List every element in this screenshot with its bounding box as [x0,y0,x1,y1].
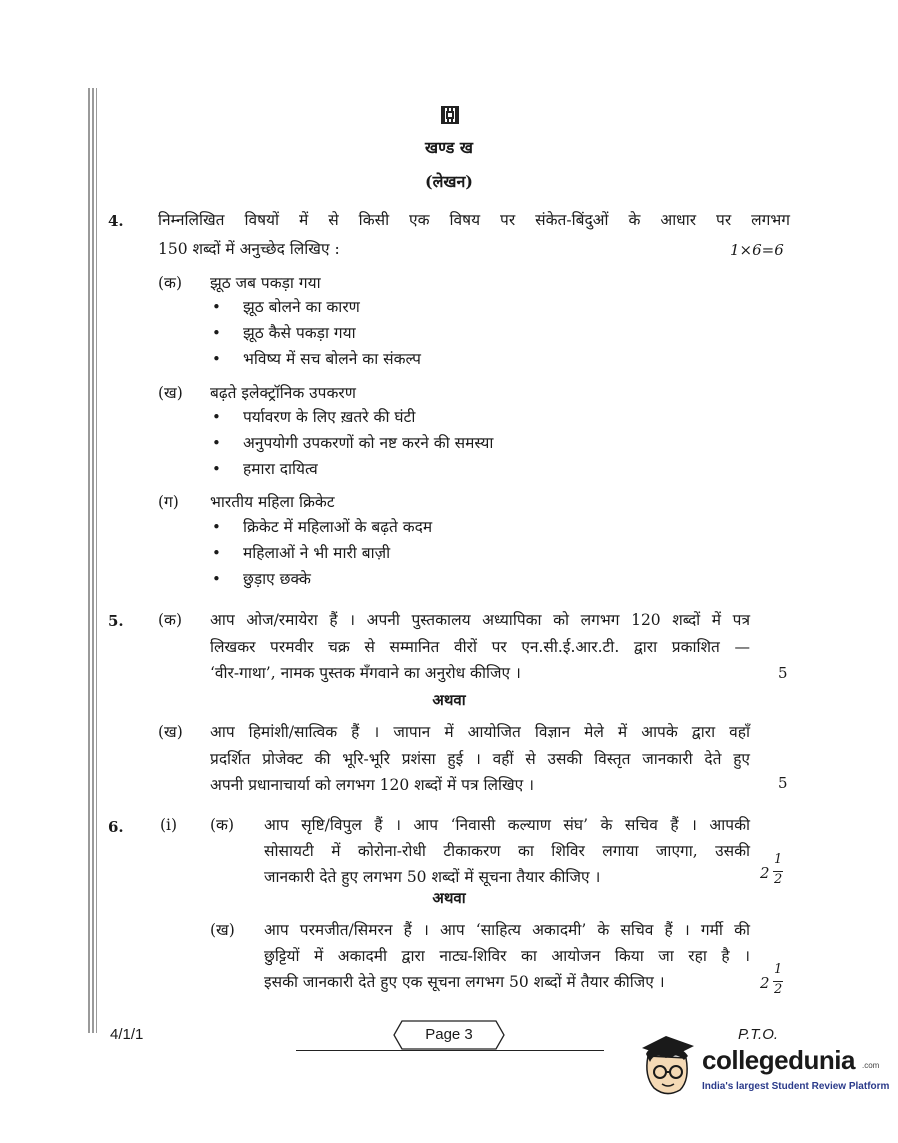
marks-numerator: 1 [774,962,783,977]
marks-denominator: 2 [774,982,783,997]
question-6a-line-1: आप सृष्टि/विपुल हैं । आप ‘निवासी कल्याण संघ’ के सचिव हैं । आपकी [264,816,750,834]
bullet-icon: • [212,324,221,342]
bullet-icon: • [212,544,221,562]
collegedunia-name: collegedunia [702,1045,855,1075]
question-6-or: अथवा [432,889,466,907]
question-5a-line-3: ‘वीर-गाथा’, नामक पुस्तक मँगवाने का अनुरोध कीजिए । [210,664,521,682]
marks-numerator: 1 [774,852,783,867]
marks-whole: 2 [760,974,770,992]
question-6a-line-2: सोसायटी में कोरोना-रोधी टीकाकरण का शिविर लगाया जाएगा, उसकी [264,842,750,860]
marks-whole: 2 [760,864,770,882]
question-6-number: 6. [108,818,124,836]
option-b-point-1: पर्यावरण के लिए ख़तरे की घंटी [243,408,416,426]
bullet-icon: • [212,350,221,368]
option-c-point-3: छुड़ाए छक्के [243,570,311,588]
question-5-or: अथवा [432,691,466,709]
question-6b-label: (ख) [210,921,235,939]
question-6b-line-3: इसकी जानकारी देते हुए एक सूचना लगभग 50 शब्दों में तैयार कीजिए । [264,973,665,991]
pto-label: P.T.O. [738,1026,779,1043]
question-6b-line-1: आप परमजीत/सिमरन हैं । आप ‘साहित्य अकादमी’ के सचिव हैं । गर्मी की [264,921,750,939]
question-6b-line-2: छुट्टियों में अकादमी द्वारा नाट्य-शिविर का आयोजन किया जा रहा है । [264,947,750,965]
question-4-marks: 1×6=6 [730,241,784,259]
option-c-title: भारतीय महिला क्रिकेट [210,493,335,511]
question-5b-line-1: आप हिमांशी/सात्विक हैं । जापान में आयोजित विज्ञान मेले में आपके द्वारा वहाँ [210,723,750,741]
question-6a-line-3: जानकारी देते हुए लगभग 50 शब्दों में सूचना तैयार कीजिए । [264,868,601,886]
bullet-icon: • [212,434,221,452]
option-a-point-2: झूठ कैसे पकड़ा गया [243,324,356,342]
option-a-point-3: भविष्य में सच बोलने का संकल्प [243,350,421,368]
bullet-icon: • [212,518,221,536]
option-c-point-2: महिलाओं ने भी मारी बाज़ी [243,544,391,562]
qr-code-icon [441,106,459,124]
footer-rule [296,1050,604,1051]
section-subtitle: (लेखन) [425,172,473,191]
question-4-number: 4. [108,212,124,230]
bullet-icon: • [212,460,221,478]
question-4-line-2: 150 शब्दों में अनुच्छेद लिखिए : [158,240,340,258]
option-b-point-2: अनुपयोगी उपकरणों को नष्ट करने की समस्या [243,434,494,452]
question-6-sub: (i) [160,816,178,834]
question-5b-line-3: अपनी प्रधानाचार्या को लगभग 120 शब्दों में पत्र लिखिए । [210,776,535,794]
bullet-icon: • [212,298,221,316]
bullet-icon: • [212,408,221,426]
option-b-label: (ख) [158,384,183,402]
paper-code: 4/1/1 [110,1026,144,1043]
question-5-number: 5. [108,612,124,630]
collegedunia-tagline: India's largest Student Review Platform [702,1081,890,1092]
question-4-line-1: निम्नलिखित विषयों में से किसी एक विषय पर संकेत-बिंदुओं के आधार पर लगभग [158,211,790,229]
option-b-title: बढ़ते इलेक्ट्रॉनिक उपकरण [210,384,356,402]
question-5a-line-1: आप ओज/रमायेरा हैं । अपनी पुस्तकालय अध्यापिका को लगभग 120 शब्दों में पत्र [210,611,750,629]
option-c-point-1: क्रिकेट में महिलाओं के बढ़ते कदम [243,518,433,536]
marks-denominator: 2 [774,872,783,887]
question-5a-marks: 5 [778,664,788,682]
section-title: खण्ड ख [425,138,473,157]
question-5a-line-2: लिखकर परमवीर चक्र से सम्मानित वीरों पर एन.सी.ई.आर.टी. द्वारा प्रकाशित — [210,638,750,656]
question-5b-marks: 5 [778,774,788,792]
question-5b-label: (ख) [158,723,183,741]
page-number: Page 3 [425,1026,473,1043]
collegedunia-suffix: .com [862,1061,880,1070]
option-c-label: (ग) [158,493,179,511]
collegedunia-mascot-icon [636,1032,700,1104]
question-5b-line-2: प्रदर्शित प्रोजेक्ट की भूरि-भूरि प्रशंसा हुई । वहीं से उसकी विस्तृत जानकारी देते हुए [210,750,750,768]
option-a-title: झूठ जब पकड़ा गया [210,274,321,292]
question-6a-label: (क) [210,816,234,834]
option-a-label: (क) [158,274,182,292]
bullet-icon: • [212,570,221,588]
question-5a-label: (क) [158,611,182,629]
option-b-point-3: हमारा दायित्व [243,460,318,478]
option-a-point-1: झूठ बोलने का कारण [243,298,360,316]
